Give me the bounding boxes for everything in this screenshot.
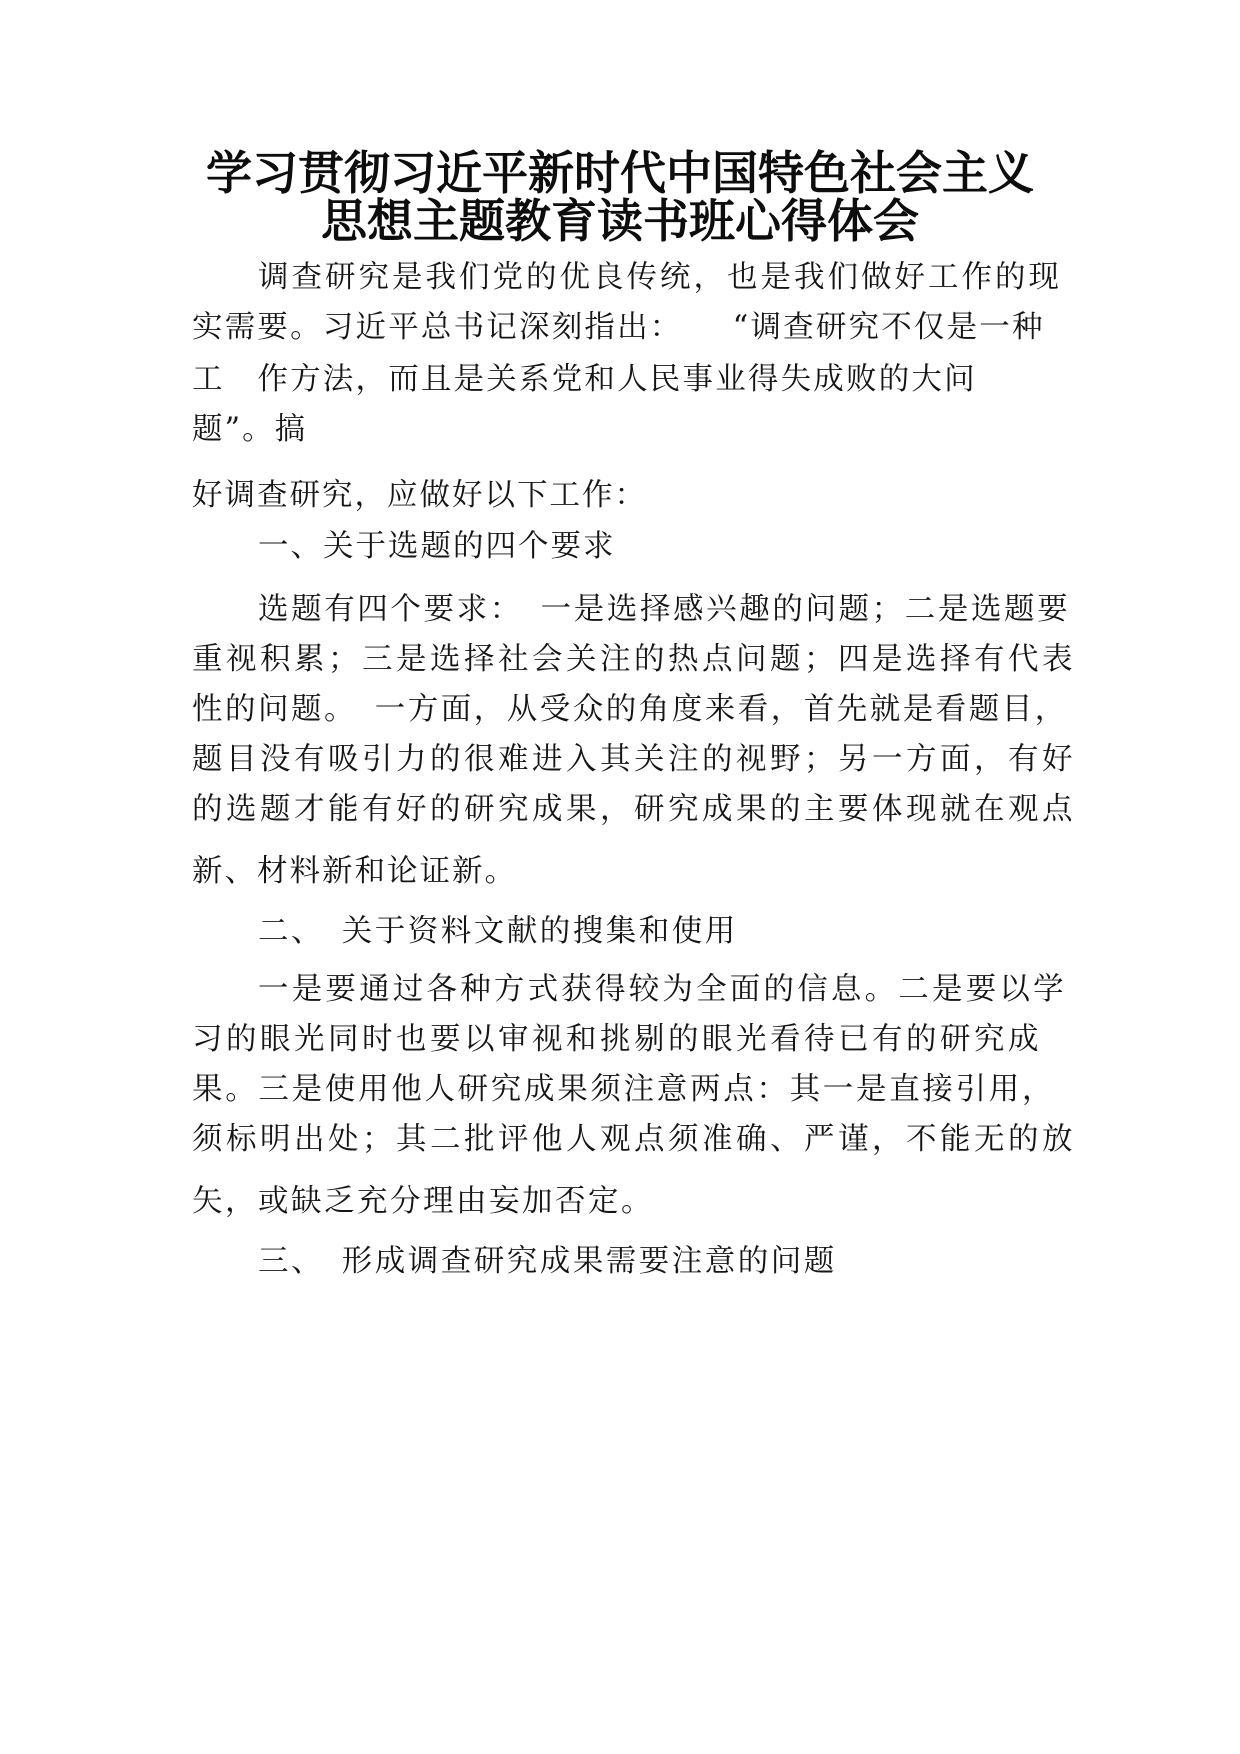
paragraph-line: 的选题才能有好的研究成果，研究成果的主要体现就在观点 bbox=[192, 792, 1076, 827]
paragraph-line: 新、材料新和论证新。 bbox=[192, 854, 517, 889]
paragraph-line: 题”。搞 bbox=[192, 412, 308, 447]
paragraph-line: 工 作方法，而且是关系党和人民事业得失成败的大问 bbox=[192, 362, 977, 397]
section-heading: 一、关于选题的四个要求 bbox=[258, 529, 616, 564]
paragraph-line: 一是要通过各种方式获得较为全面的信息。二是要以学 bbox=[258, 972, 1067, 1007]
paragraph-line: 重视积累；三是选择社会关注的热点问题；四是选择有代表 bbox=[192, 642, 1076, 677]
paragraph-line: 习的眼光同时也要以审视和挑剔的眼光看待已有的研究成 bbox=[192, 1022, 1042, 1057]
paragraph-line: 调查研究是我们党的优良传统，也是我们做好工作的现 bbox=[258, 260, 1062, 295]
paragraph-line: 好调查研究，应做好以下工作： bbox=[192, 478, 647, 513]
paragraph-line: 题目没有吸引力的很难进入其关注的视野；另一方面，有好 bbox=[192, 742, 1076, 777]
document-title-line-2: 思想主题教育读书班心得体会 bbox=[321, 194, 919, 248]
paragraph-line: 实需要。习近平总书记深刻指出： “调查研究不仅是一种 bbox=[192, 310, 1045, 345]
paragraph-line: 选题有四个要求： 一是选择感兴趣的问题；二是选题要 bbox=[258, 592, 1071, 627]
paragraph-line: 果。三是使用他人研究成果须注意两点：其一是直接引用， bbox=[192, 1072, 1056, 1107]
paragraph-line: 性的问题。 一方面，从受众的角度来看，首先就是看题目， bbox=[192, 692, 1068, 727]
paragraph-line: 矢，或缺乏充分理由妄加否定。 bbox=[192, 1184, 654, 1219]
document-title-line-1: 学习贯彻习近平新时代中国特色社会主义 bbox=[206, 146, 1034, 200]
paragraph-line: 须标明出处；其二批评他人观点须准确、严谨，不能无的放 bbox=[192, 1122, 1076, 1157]
section-heading: 二、 关于资料文献的搜集和使用 bbox=[258, 914, 738, 949]
section-heading: 三、 形成调查研究成果需要注意的问题 bbox=[258, 1244, 837, 1279]
